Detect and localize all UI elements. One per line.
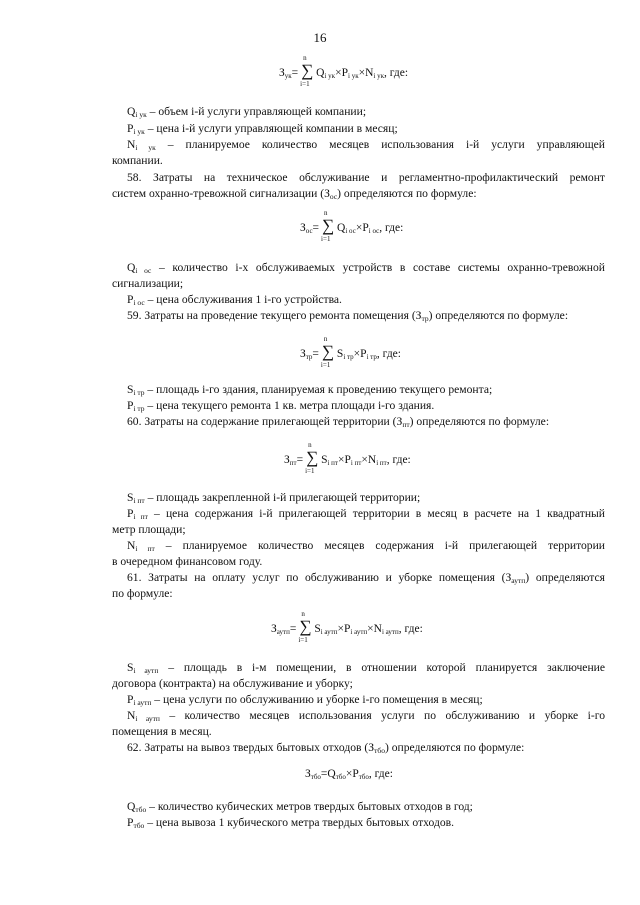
text-line: $Q_{i ос}$ – количество i-х обслуживаемых устройств в составе системы охранно-тревожной	[127, 261, 605, 275]
text-line: $Q_{i ук}$ – объем i-й услуги управляющей компании;	[127, 105, 367, 119]
text-line: $P_{i аутп}$ – цена услуги по обслуживанию и уборке i-го помещения в месяц;	[127, 693, 483, 707]
formula-tr: $З_{тр}=$ n ∑ i=1 $S_{i тр}\times P_{i тр}$, где:	[300, 335, 401, 369]
text-line: 60. Затраты на содержание прилегающей территории $(З_{пт})$ определяются по формуле:	[127, 415, 550, 429]
formula-tbo: $З_{тбо}=Q_{тбо}\times P_{тбо}$, где:	[305, 768, 393, 781]
text-line: 59. Затраты на проведение текущего ремонта помещения $(З_{тр})$ определяются по формуле:	[127, 309, 569, 323]
sum-symbol: n ∑ i=1	[305, 441, 319, 475]
sum-symbol: n ∑ i=1	[298, 610, 312, 644]
text-line: сигнализации;	[112, 277, 184, 290]
text-line: 62. Затраты на вывоз твердых бытовых отходов $(З_{тбо})$ определяются по формуле:	[127, 741, 525, 755]
text-line: в очередном финансовом году.	[112, 555, 263, 568]
text-line: помещения в месяц.	[112, 725, 212, 738]
text-line: $P_{i пт}$ – цена содержания i-й прилегающей территории в месяц в расчете на 1 квадратный	[127, 507, 606, 521]
text-line: $Q_{тбо}$ – количество кубических метров твердых бытовых отходов в год;	[127, 800, 473, 814]
formula-autp: $З_{аутп}=$ n ∑ i=1 $S_{i аутп}\times P_{i аутп}\times N_{i аутп}$, где:	[271, 610, 423, 644]
text-line: $P_{i ос}$ – цена обслуживания 1 i-го устройства.	[127, 293, 342, 307]
sum-symbol: n ∑ i=1	[321, 209, 335, 243]
text-line: по формуле:	[112, 587, 173, 600]
sum-symbol: n ∑ i=1	[320, 335, 335, 369]
formula-pt: $З_{пт}=$ n ∑ i=1 $S_{i пт}\times P_{i пт}\times N_{i пт}$, где:	[284, 441, 411, 475]
text-line: $P_{i тр}$ – цена текущего ремонта 1 кв. метра площади i-го здания.	[127, 399, 435, 413]
text-line: компании.	[112, 154, 163, 167]
text-line: $S_{i аутп}$ – площадь в i-м помещении, в отношении которой планируется заключение	[127, 661, 606, 675]
text-line: $S_{i пт}$ – площадь закрепленной i-й прилегающей территории;	[127, 491, 421, 505]
text-line: $N_{i аутп}$ – количество месяцев использования услуги по обслуживанию и уборке i-го	[127, 709, 605, 723]
text-line: $S_{i тр}$ – площадь i-го здания, планируемая к проведению текущего ремонта;	[127, 383, 493, 397]
text-line: 58. Затраты на техническое обслуживание и регламентно-профилактический ремонт	[127, 171, 605, 184]
text-line: 61. Затраты на оплату услуг по обслуживанию и уборке помещения $(З_{аутп})$ определяются	[127, 571, 605, 585]
formula-os: $З_{ос}=$ n ∑ i=1 $Q_{i ос}\times P_{i ос}$, где:	[300, 209, 404, 243]
text-line: $P_{тбо}$ – цена вывоза 1 кубического метра твердых бытовых отходов.	[127, 816, 455, 830]
text-line: метр площади;	[112, 523, 186, 536]
text-line: договора (контракта) на обслуживание и уборку;	[112, 677, 353, 690]
text-line: $N_{i ук}$ – планируемое количество месяцев использования i-й услуги управляющей	[127, 138, 605, 152]
text-line: систем охранно-тревожной сигнализации $(З_{ос})$ определяются по формуле:	[112, 187, 477, 201]
sum-symbol: n ∑ i=1	[300, 54, 314, 88]
text-line: $N_{i пт}$ – планируемое количество месяцев содержания i-й прилегающей территории	[127, 539, 605, 553]
formula-uk: $З_{ук}=$ n ∑ i=1 $Q_{i ук}\times P_{i ук}\times N_{i ук}$, где:	[279, 54, 409, 88]
text-line: $P_{i ук}$ – цена i-й услуги управляющей компании в месяц;	[127, 122, 398, 136]
page-number: 16	[313, 30, 327, 45]
